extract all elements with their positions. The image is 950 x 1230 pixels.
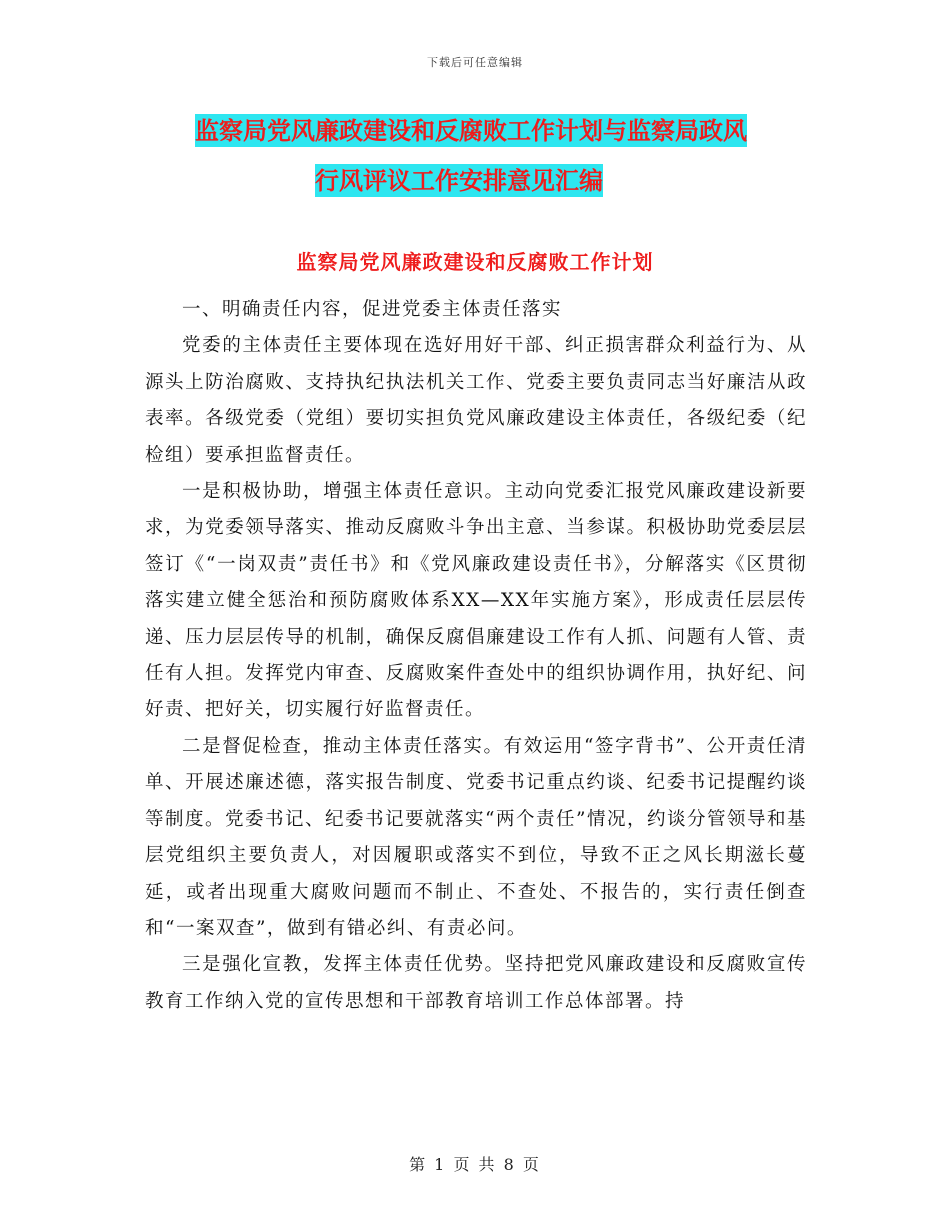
section-title: 监察局党风廉政建设和反腐败工作计划 bbox=[296, 250, 654, 274]
body-paragraph: 党委的主体责任主要体现在选好用好干部、纠正损害群众利益行为、从源头上防治腐败、支持执纪执法机关工作、党委主要负责同志当好廉洁从政表率。各级党委（党组）要切实担负党风廉政建设主体责任，各级纪委（纪检组）要承担监督责任。 bbox=[145, 335, 807, 466]
header-note: 下载后可任意编辑 bbox=[427, 56, 523, 69]
page-indicator: 第 1 页 共 8 页 bbox=[409, 1155, 541, 1174]
body-paragraph: 三是强化宣教，发挥主体责任优势。坚持把党风廉政建设和反腐败宣传教育工作纳入党的宣传思想和干部教育培训工作总体部署。持 bbox=[145, 954, 807, 1012]
title-highlight-2: 行风评议工作安排意见汇编 bbox=[315, 166, 603, 195]
title-line-1 bbox=[145, 106, 825, 156]
title-line-2 bbox=[145, 156, 825, 206]
body-paragraph: 二是督促检查，推动主体责任落实。有效运用“签字背书”、公开责任清单、开展述廉述德，落实报告制度、党委书记重点约谈、纪委书记提醒约谈等制度。党委书记、纪委书记要就落实“两个责任”情况，约谈分管领导和基层党组织主要负责人，对因履职或落实不到位，导致不正之风长期滋长蔓延，或者出现重大腐败问题而不制止、不查处、不报告的，实行责任倒查和“一案双查”，做到有错必纠、有责必问。 bbox=[145, 735, 807, 939]
body-paragraph: 一是积极协助，增强主体责任意识。主动向党委汇报党风廉政建设新要求，为党委领导落实、推动反腐败斗争出主意、当参谋。积极协助党委层层签订《“一岗双责”责任书》和《党风廉政建设责任书》，分解落实《区贯彻落实建立健全惩治和预防腐败体系XX—XX年实施方案》，形成责任层层传递、压力层层传导的机制，确保反腐倡廉建设工作有人抓、问题有人管、责任有人担。发挥党内审查、反腐败案件查处中的组织协调作用，执好纪、问好责、把好关，切实履行好监督责任。 bbox=[145, 481, 807, 721]
body-text bbox=[145, 292, 807, 1020]
title-highlight-1: 监察局党风廉政建设和反腐败工作计划与监察局政风 bbox=[195, 116, 747, 145]
document-title bbox=[145, 106, 825, 206]
heading-paragraph: 一、明确责任内容，促进党委主体责任落实 bbox=[182, 299, 563, 320]
